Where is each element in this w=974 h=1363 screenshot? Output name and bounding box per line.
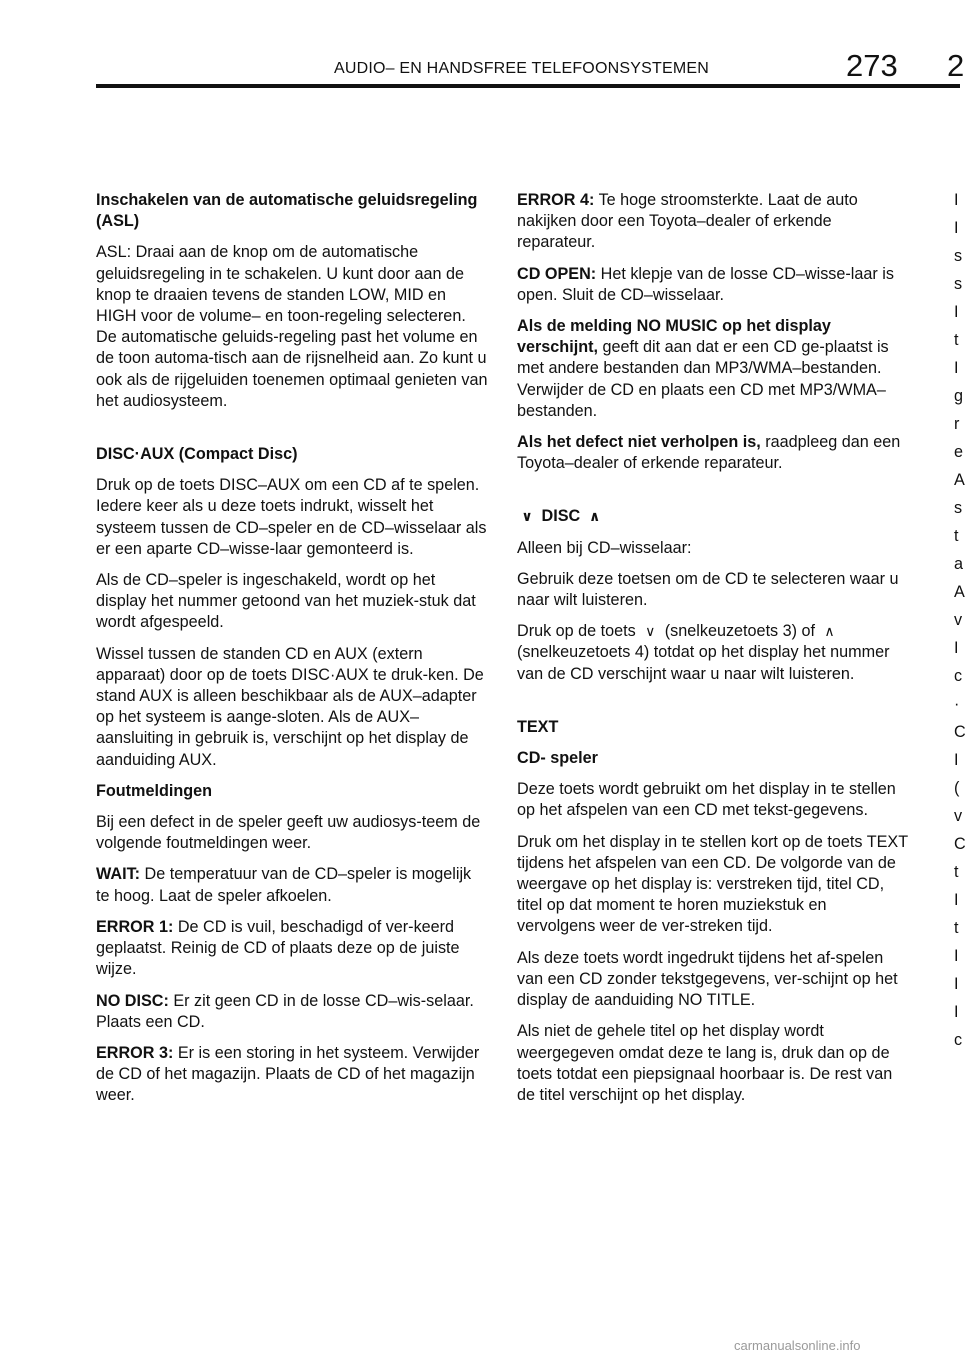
edge-fragment-letter: I xyxy=(954,191,959,209)
cd-player-heading: CD- speler xyxy=(517,749,598,768)
edge-fragment-letter: s xyxy=(954,275,963,293)
page-number: 273 xyxy=(846,48,898,83)
press-key-text-a: Druk op de toets xyxy=(517,622,641,641)
edge-fragment-letter: v xyxy=(954,807,963,825)
edge-fragment-letter: s xyxy=(954,247,963,265)
disc-aux-paragraph-3: Wissel tussen de standen CD en AUX (extern apparaat) door op de toets DISC·AUX te druk-ken. De stand AUX is alleen beschikbaar als de AUX–adapter op het systeem is aange-sloten. Als de AUX–aansluiting in gebruik is, verschijnt op het display de aanduiding AUX. xyxy=(96,644,484,769)
header-rule xyxy=(96,84,960,88)
press-key-text-c: (snelkeuzetoets 4) totdat op het display het nummer van de CD verschijnt waar u naar wilt luisteren. xyxy=(517,643,890,683)
edge-fragment-letter: I xyxy=(954,639,959,657)
edge-fragment-letter: C xyxy=(954,835,966,853)
edge-fragment-letter: t xyxy=(954,331,959,349)
edge-fragment-letter: I xyxy=(954,219,959,237)
edge-fragment-letter: A xyxy=(954,471,965,489)
error-no-disc-label: NO DISC: xyxy=(96,991,169,1010)
error-1-label: ERROR 1: xyxy=(96,917,174,936)
text-paragraph-4: Als niet de gehele titel op het display wordt weergegeven omdat deze te lang is, druk dan op de toets totdat een piepsignaal hoorbaar is. De rest van de titel verschijnt op het display. xyxy=(517,1022,893,1104)
edge-fragment-letter: a xyxy=(954,555,964,573)
press-key-paragraph xyxy=(517,621,909,685)
edge-fragment-letter: I xyxy=(954,947,959,965)
error-no-disc xyxy=(96,991,488,1033)
edge-fragment-letter: I xyxy=(954,751,959,769)
chevron-down-icon: ∨ xyxy=(645,623,656,640)
error-3 xyxy=(96,1043,488,1107)
error-3-text: Er is een storing in het systeem. Verwijder de CD of het magazijn. Plaats de CD of het magazijn weer. xyxy=(96,1043,480,1105)
edge-fragment-letter: ( xyxy=(954,779,960,797)
edge-fragment-letter: t xyxy=(954,863,959,881)
error-4-text: Te hoge stroomsterkte. Laat de auto nakijken door een Toyota–dealer of erkende reparateur. xyxy=(517,191,858,252)
no-music-text: geeft dit aan dat er een CD ge-plaatst is met andere bestanden dan MP3/WMA–bestanden. Verwijder de CD en plaats een CD met MP3/WMA–bestanden. xyxy=(517,338,889,420)
edge-fragment-letter: I xyxy=(954,891,959,909)
chevron-up-icon: ∧ xyxy=(589,508,601,525)
error-cd-open-text: Het klepje van de losse CD–wisse-laar is open. Sluit de CD–wisselaar. xyxy=(517,264,894,304)
defect-text: raadpleeg dan een Toyota–dealer of erkende reparateur. xyxy=(517,433,901,473)
edge-fragment-letter: c xyxy=(954,667,963,685)
adjacent-page-text-fragment xyxy=(954,190,974,1058)
error-1 xyxy=(96,917,488,981)
changer-only-note: Alleen bij CD–wisselaar: xyxy=(517,538,692,557)
chevron-down-icon: ∨ xyxy=(521,508,533,525)
footer-watermark: carmanualsonline.info xyxy=(734,1338,861,1353)
error-1-text: De CD is vuil, beschadigd of ver-keerd geplaatst. Reinig de CD of plaats deze op de juiste wijze. xyxy=(96,917,460,979)
chevron-up-icon: ∧ xyxy=(824,623,835,640)
edge-fragment-letter: v xyxy=(954,611,963,629)
edge-fragment-letter: r xyxy=(954,415,960,433)
error-4 xyxy=(517,190,909,254)
edge-fragment-letter: g xyxy=(954,387,964,405)
edge-fragment-letter: t xyxy=(954,527,959,545)
edge-fragment-letter: s xyxy=(954,499,963,517)
no-music-label: Als de melding NO MUSIC op het display verschijnt, xyxy=(517,317,831,357)
edge-fragment-letter: e xyxy=(954,443,964,461)
disc-select-heading xyxy=(517,506,909,527)
disc-aux-heading: DISC·AUX (Compact Disc) xyxy=(96,445,298,464)
edge-fragment-letter: I xyxy=(954,1003,959,1021)
edge-fragment-letter: C xyxy=(954,723,966,741)
text-heading: TEXT xyxy=(517,717,559,736)
error-4-label: ERROR 4: xyxy=(517,191,595,209)
asl-heading: Inschakelen van de automatische geluidsregeling (ASL) xyxy=(96,191,478,231)
error-3-label: ERROR 3: xyxy=(96,1043,174,1062)
error-messages-intro: Bij een defect in de speler geeft uw audiosys-teem de volgende foutmeldingen weer. xyxy=(96,813,481,853)
edge-fragment-letter: I xyxy=(954,975,959,993)
adjacent-page-number-fragment: 2 xyxy=(947,48,965,83)
edge-fragment-letter: t xyxy=(954,919,959,937)
disc-select-word: DISC xyxy=(541,507,581,526)
no-music-note xyxy=(517,316,909,422)
edge-fragment-letter: I xyxy=(954,359,959,377)
error-messages-heading: Foutmeldingen xyxy=(96,781,212,800)
defect-note xyxy=(517,432,909,474)
edge-fragment-letter: · xyxy=(954,695,960,713)
edge-fragment-letter: I xyxy=(954,303,959,321)
press-key-text-b: (snelkeuzetoets 3) of xyxy=(660,622,820,641)
asl-paragraph: ASL: Draai aan de knop om de automatische geluidsregeling in te schakelen. U kunt door aan de knop te draaien tevens de standen LOW, MID en HIGH voor de volume– en toon-regeling selecteren. De automatische geluids-regeling past het volume en de toon automa-tisch aan de rijsnelheid aan. Zo kunt u ook als de rijgeluiden toenemen optimaal genieten van het audiosysteem. xyxy=(96,243,488,410)
text-paragraph-1: Deze toets wordt gebruikt om het display in te stellen op het afspelen van een CD met tekst-gegevens. xyxy=(517,780,896,820)
text-paragraph-3: Als deze toets wordt ingedrukt tijdens het af-spelen van een CD zonder tekstgegevens, ver-schijnt op het display de aanduiding NO TITLE. xyxy=(517,948,898,1010)
disc-aux-paragraph-1: Druk op de toets DISC–AUX om een CD af te spelen. Iedere keer als u deze toets indrukt, wisselt het systeem tussen de CD–speler en de CD–wisselaar als er een aparte CD–wisse-laar gemonteerd is. xyxy=(96,476,487,558)
defect-label: Als het defect niet verholpen is, xyxy=(517,433,761,452)
left-column xyxy=(96,190,488,1117)
error-wait xyxy=(96,864,488,906)
error-wait-text: De temperatuur van de CD–speler is mogelijk te hoog. Laat de speler afkoelen. xyxy=(96,865,472,905)
right-column xyxy=(517,190,909,1116)
running-header-title: AUDIO– EN HANDSFREE TELEFOONSYSTEMEN xyxy=(334,60,709,77)
error-wait-label: WAIT: xyxy=(96,865,141,884)
text-paragraph-2: Druk om het display in te stellen kort op de toets TEXT tijdens het afspelen van een CD. De volgorde van de weergave op het display is: verstreken tijd, titel CD, titel op dat moment te horen muziekstuk en vervolgens weer de ver-streken tijd. xyxy=(517,832,908,936)
edge-fragment-letter: A xyxy=(954,583,965,601)
disc-aux-paragraph-2: Als de CD–speler is ingeschakeld, wordt op het display het nummer getoond van het muziek-stuk dat wordt afgespeeld. xyxy=(96,571,476,632)
error-no-disc-text: Er zit geen CD in de losse CD–wis-selaar. Plaats een CD. xyxy=(96,991,474,1031)
use-keys-paragraph: Gebruik deze toetsen om de CD te selecteren waar u naar wilt luisteren. xyxy=(517,569,899,610)
error-cd-open xyxy=(517,264,909,306)
error-cd-open-label: CD OPEN: xyxy=(517,264,597,283)
edge-fragment-letter: c xyxy=(954,1031,963,1049)
